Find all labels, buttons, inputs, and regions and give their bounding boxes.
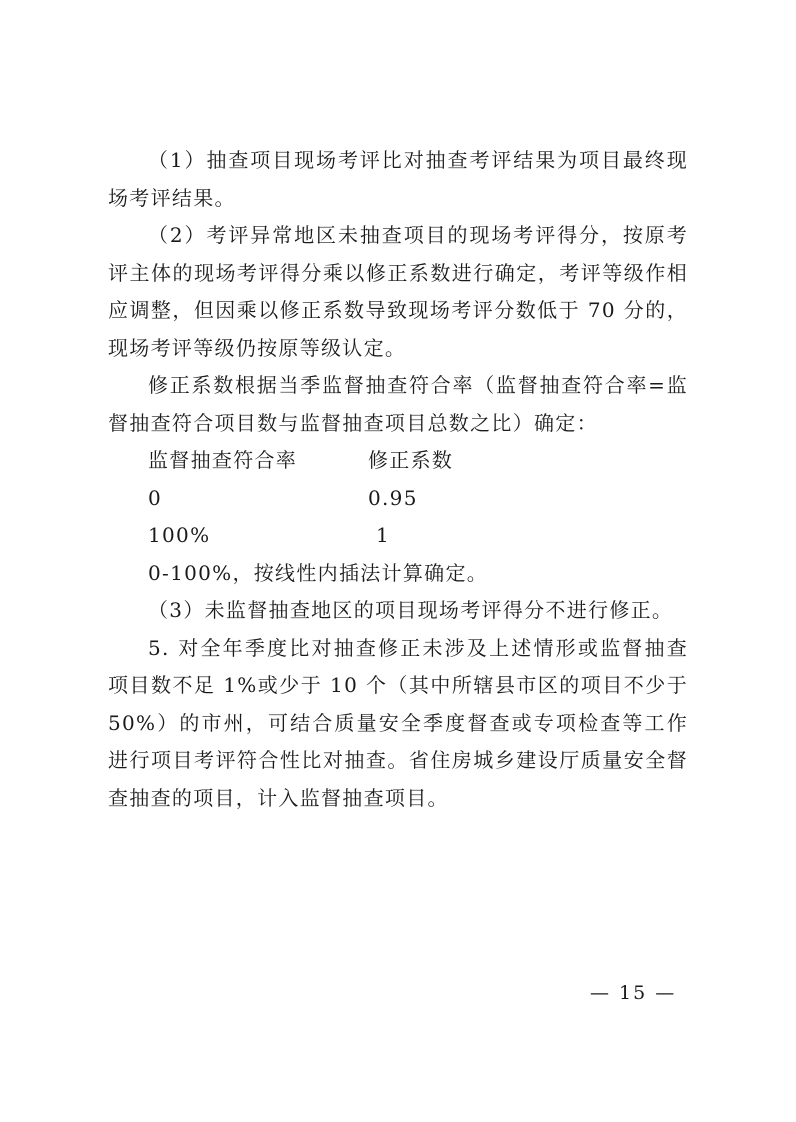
paragraph-correction-coefficient: 修正系数根据当季监督抽查符合率（监督抽查符合率=监督抽查符合项目数与监督抽查项目总数之比）确定： <box>108 373 688 435</box>
table-header-rate: 监督抽查符合率 <box>148 448 298 472</box>
body-text <box>108 142 688 817</box>
paragraph-item-2-correction: （2）考评异常地区未抽查项目的现场考评得分，按原考评主体的现场考评得分乘以修正系数进行确定，考评等级作相应调整，但因乘以修正系数导致现场考评分数低于 70 分的，现场考评等级仍按原等级认定。 <box>108 223 688 360</box>
table-cell-rate: 100% <box>148 523 211 547</box>
table-cell-rate: 0 <box>148 485 163 510</box>
coefficient-table <box>108 442 688 555</box>
table-cell-coefficient: 0.95 <box>368 485 418 510</box>
paragraph-item-5-spot-check: 5. 对全年季度比对抽查修正未涉及上述情形或监督抽查项目数不足 1%或少于 10 个（其中所辖县市区的项目不少于 50%）的市州，可结合质量安全季度督查或专项检查等工作进行项目考评符合性比对抽查。省住房城乡建设厅质量安全督查抽查的项目，计入监督抽查项目。 <box>108 635 688 810</box>
table-cell-coefficient: 1 <box>376 523 391 547</box>
table-header-coefficient: 修正系数 <box>368 448 454 472</box>
paragraph-item-3-no-correction: （3）未监督抽查地区的项目现场考评得分不进行修正。 <box>148 598 674 622</box>
paragraph-item-1-result: （1）抽查项目现场考评比对抽查考评结果为项目最终现场考评结果。 <box>108 148 688 210</box>
table-row <box>108 480 688 518</box>
page-number: — 15 — <box>590 982 677 1004</box>
table-header-row <box>108 442 688 480</box>
paragraph-interpolation: 0-100%，按线性内插法计算确定。 <box>148 560 489 585</box>
table-row <box>108 517 688 555</box>
